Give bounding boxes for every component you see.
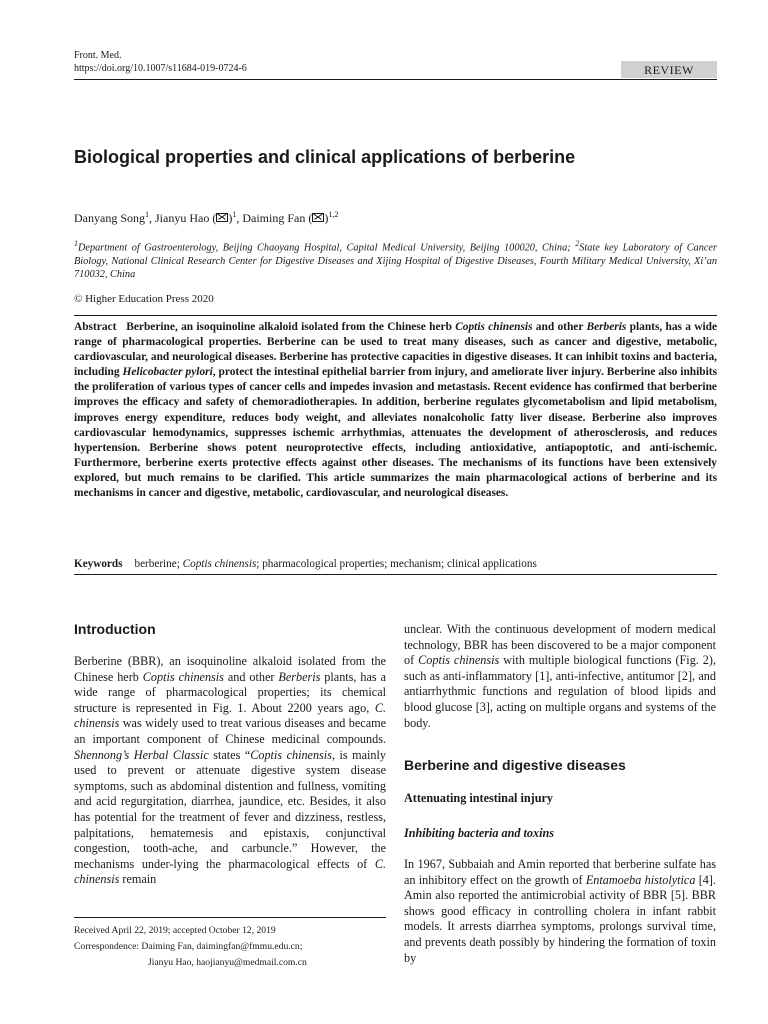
- author-list: [74, 207, 338, 226]
- abstract-text: plants, has a wide range of pharmacological properties. Berberine can be used to treat many diseases, such as cancer and digestive, metabolic, cardiovascular, and neurological diseases. Berberine has protective capacities in digestive diseases. It can inhibit toxins and bacteria, including: [74, 321, 717, 379]
- abstract-text: Berberine, an isoquinoline alkaloid isolated from the Chinese herb: [126, 321, 456, 333]
- author-affiliation-sup: 1: [145, 210, 149, 219]
- keywords: [74, 557, 537, 571]
- header-rule: [74, 79, 717, 80]
- affiliations: [74, 237, 717, 282]
- section-heading-digestive: Berberine and digestive diseases: [404, 757, 626, 773]
- body-text: states “: [208, 747, 251, 762]
- affiliation-sup: 1: [74, 239, 78, 248]
- body-italic: Shennong’s Herbal Classic: [74, 747, 209, 762]
- keyword-italic: Coptis chinensis: [182, 558, 257, 570]
- subsubsection-heading: Inhibiting bacteria and toxins: [404, 826, 555, 840]
- journal-name: Front. Med.: [74, 50, 122, 61]
- subsection-heading: Attenuating intestinal injury: [404, 791, 553, 805]
- body-italic: Coptis chinensis: [250, 747, 332, 762]
- author-separator: ,: [236, 211, 243, 225]
- body-text: In 1967, Subbaiah and Amin reported that berberine sulfate has an inhibitory effect on the growth of: [404, 857, 716, 887]
- abstract-italic: Helicobacter pylori: [122, 366, 213, 379]
- author-separator: ,: [149, 211, 155, 225]
- footnote-rule: [74, 917, 386, 918]
- doi-link[interactable]: https://doi.org/10.1007/s11684-019-0724-6: [74, 63, 247, 74]
- body-italic: Coptis chinensis: [142, 669, 224, 684]
- body-text: plants, has a wide range of pharmacological properties; its chemical structure is represented in Fig. 1. About 2200 years ago,: [74, 669, 386, 715]
- correspondence-secondary[interactable]: Jianyu Hao, haojianyu@medmail.com.cn: [148, 957, 307, 968]
- body-italic: Entamoeba histolytica: [585, 872, 696, 887]
- body-text: [4]. Amin also reported the antimicrobial activity of BBR [5]. BBR shows good efficacy in controlling cholera in infant rabbit models. It arrests diarrhea symptoms, prolongs survival time, and prevents death possibly by hindering the formation of toxin by: [404, 872, 716, 965]
- author-affiliation-sup: 1,2: [328, 210, 339, 219]
- footnotes: [74, 923, 307, 971]
- author-name[interactable]: Jianyu Hao (: [155, 211, 217, 225]
- keyword-text: berberine;: [134, 558, 183, 570]
- paragraph: [74, 654, 386, 888]
- body-text: , is mainly used to prevent or attenuate digestive system disease symptoms, such as abdominal distention and fullness, vomiting and acid regurgitation, diarrhea, jaundice, etc. Besides, it also has potential for the treatment of fever and dizziness, restless, palpitations, hematemesis and epistaxis, conjunctival congestion, tooth-ache, and carbuncle.” However, the mechanisms under-lying the pharmacological effects of: [74, 747, 386, 871]
- abstract: [74, 320, 717, 501]
- body-text: with multiple biological functions (Fig. 2), such as anti-inflammatory [1], anti-infective, antitumor [2], and antiarrhythmic functions and regulation of blood lipids and blood glucose [3], acting on multiple organs and systems of the body.: [404, 653, 716, 730]
- body-text: Berberine (BBR), an isoquinoline alkaloid isolated from the Chinese herb: [74, 654, 386, 684]
- body-text: was widely used to treat various diseases and became an important component of Chinese medicinal compounds.: [74, 716, 386, 746]
- body-italic: Berberis: [278, 669, 321, 684]
- introduction-body: [74, 654, 386, 888]
- correspondence[interactable]: Correspondence: Daiming Fan, daimingfan@fmmu.edu.cn;: [74, 941, 303, 952]
- abstract-text: , protect the intestinal epithelial barrier from injury, and ameliorate liver injury. Berberine also inhibits the proliferation of various types of cancer cells and impedes invasion and metastasis. Recent evidence has confirmed that berberine improves the efficacy and safety of chemoradiotherapies. In addition, berberine regulates glycometabolism and lipid metabolism, improves energy expenditure, reduces body weight, and alleviates nonalcoholic fatty liver disease. Berberine also improves cardiovascular hemodynamics, suppresses ischemic arrhythmias, attenuates the development of atherosclerosis, and reduces hypertension. Berberine shows potent neuroprotective effects, including antioxidative, antiapoptotic, and anti-ischemic. Furthermore, berberine exerts protective effects against other diseases. The mechanisms of its functions have been extensively explored, but much remains to be clarified. This article summarizes the main pharmacological actions of berberine and its mechanisms in cancer and digestive, metabolic, cardiovascular, and neurological diseases.: [74, 366, 717, 500]
- abstract-italic: Coptis chinensis: [455, 321, 533, 333]
- affiliation-text: State key Laboratory of Cancer Biology, National Clinical Research Center for Digestive Diseases and Xijing Hospital of Digestive Diseases, Fourth Military Medical University, Xi’an 710032, China: [74, 242, 718, 281]
- affiliation-text: Department of Gastroenterology, Beijing Chaoyang Hospital, Capital Medical University, Beijing 100020, China;: [78, 242, 576, 254]
- abstract-top-rule: [74, 315, 717, 316]
- body-italic: Coptis chinensis: [418, 653, 500, 668]
- right-column-body: [404, 857, 716, 966]
- keywords-bottom-rule: [74, 574, 717, 575]
- body-italic: C. chinensis: [74, 700, 386, 731]
- journal-header: [74, 49, 247, 75]
- paper-title: Biological properties and clinical applications of berberine: [74, 147, 576, 167]
- paragraph: [404, 622, 716, 731]
- article-type-badge: REVIEW: [621, 61, 717, 78]
- keyword-text: ; pharmacological properties; mechanism; clinical applications: [256, 558, 537, 570]
- body-italic: C. chinensis: [74, 856, 386, 887]
- body-text: remain: [119, 872, 157, 887]
- envelope-icon[interactable]: [312, 213, 324, 222]
- author-paren: ): [324, 211, 329, 225]
- author-affiliation-sup: 1: [232, 210, 237, 219]
- author-name[interactable]: Danyang Song: [74, 211, 145, 225]
- received-date: Received April 22, 2019; accepted October 12, 2019: [74, 925, 276, 936]
- author-paren: ): [228, 211, 233, 225]
- abstract-italic: Berberis: [586, 321, 627, 333]
- paragraph: [404, 857, 716, 966]
- copyright: © Higher Education Press 2020: [74, 293, 214, 305]
- body-text: and other: [223, 669, 279, 684]
- envelope-icon[interactable]: [216, 213, 228, 222]
- abstract-label: Abstract: [74, 321, 117, 333]
- author-name[interactable]: Daiming Fan (: [242, 211, 313, 225]
- section-heading-introduction: Introduction: [74, 621, 156, 637]
- right-column-continuation: [404, 622, 716, 731]
- affiliation-sup: 2: [575, 239, 580, 248]
- abstract-text: and other: [532, 321, 587, 333]
- keywords-label: Keywords: [74, 558, 123, 570]
- body-text: unclear. With the continuous development of modern medical technology, BBR has been discovered to be a major component of: [404, 622, 716, 668]
